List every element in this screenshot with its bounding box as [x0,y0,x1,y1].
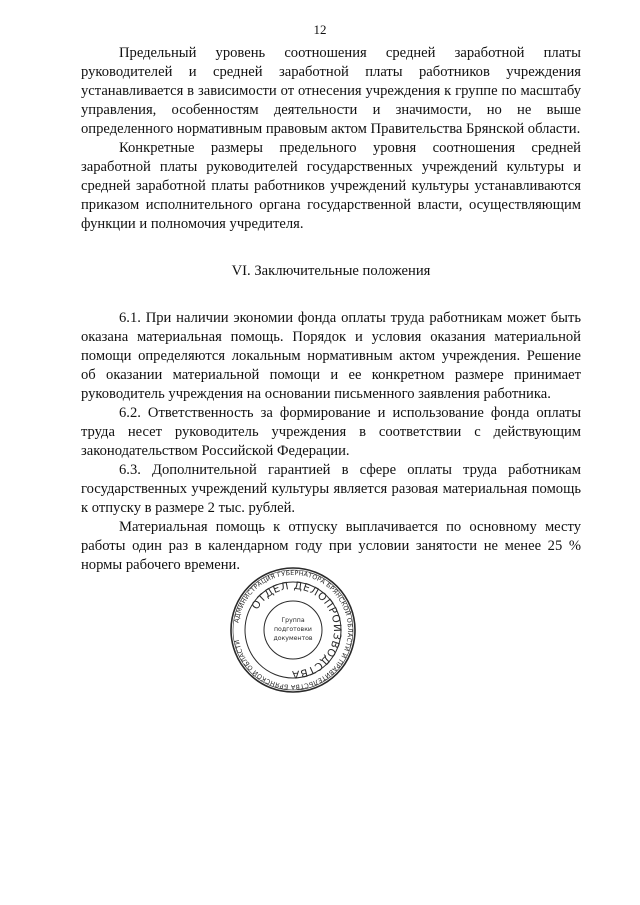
paragraph-6-1: 6.1. При наличии экономии фонда оплаты труда работникам может быть оказана материальная помощь. Порядок и условия оказания материальной помощи определяются локальным нормативным актом учреждения. Решение об оказании материальной помощи и ее конкретном размере принимает руководитель учреждения на основании письменного заявления работника. [81,310,581,402]
page-number: 12 [313,22,327,37]
stamp-center-line-2: подготовки [274,626,312,633]
stamp-seal-icon [229,566,357,694]
office-stamp [229,566,357,694]
stamp-center-line-3: документов [273,635,313,642]
stamp-outer-text: АДМИНИСТРАЦИЯ ГУБЕРНАТОРА БРЯНСКОЙ ОБЛАСТИ И ПРАВИТЕЛЬСТВА БРЯНСКОЙ ОБЛАСТИ [233,569,354,691]
paragraph-6-3: 6.3. Дополнительной гарантией в сфере оплаты труда работникам государственных учреждений культуры является разовая материальная помощь к отпуску в размере 2 тыс. рублей. [81,462,581,516]
document-body [81,44,581,575]
stamp-center-line-1: Группа [281,617,305,624]
paragraph-6-2: 6.2. Ответственность за формирование и использование фонда оплаты труда несет руководитель учреждения в соответствии с действующим законодательством Российской Федерации. [81,405,581,459]
paragraph-wage-ratio-limit: Предельный уровень соотношения средней заработной платы руководителей и средней заработной платы работников учреждения устанавливается в зависимости от отнесения учреждения к группе по масштабу управления, особенностям деятельности и значимости, но не выше определенного нормативным правовым актом Правительства Брянской области. [81,45,581,137]
stamp-inner-text: ОТДЕЛ ДЕЛОПРОИЗВОДСТВА [249,579,344,681]
paragraph-vacation-aid: Материальная помощь к отпуску выплачивается по основному месту работы один раз в календарном году при условии занятости не менее 25 % нормы рабочего времени. [81,519,581,573]
section-heading: VI. Заключительные положения [231,263,431,279]
paragraph-wage-ratio-specific: Конкретные размеры предельного уровня соотношения средней заработной платы руководителей государственных учреждений культуры и средней заработной платы работников учреждений культуры устанавливаются приказом исполнительного органа государственной власти, осуществляющим функции и полномочия учредителя. [81,140,581,232]
